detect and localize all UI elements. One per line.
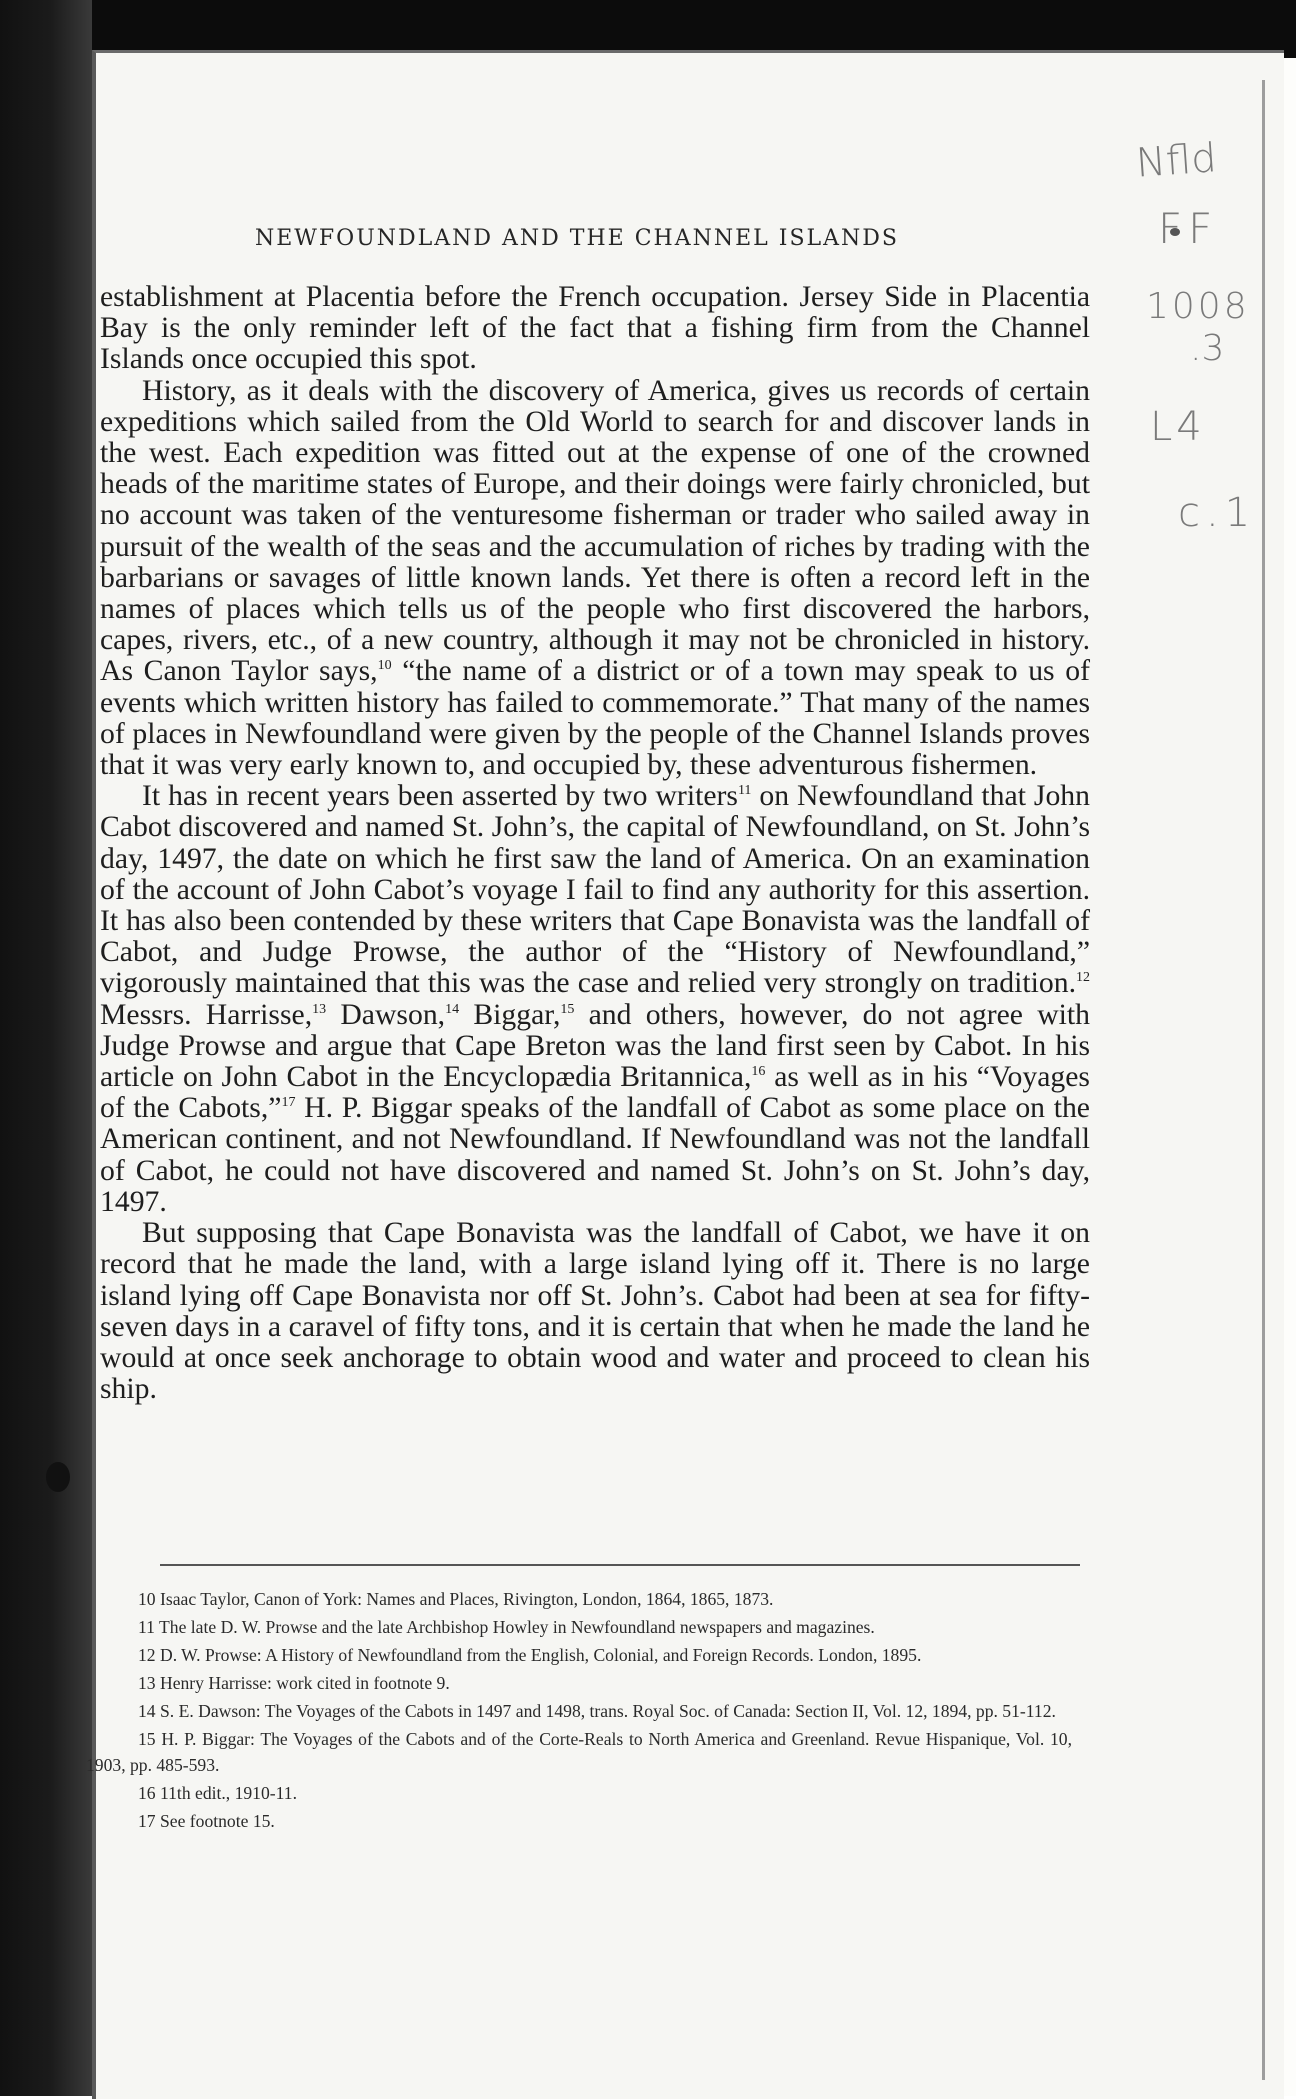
paragraph-text: It has in recent years been asserted by two writers	[142, 780, 738, 813]
footnote-ref: 12	[1076, 970, 1090, 986]
footnote-ref: 13	[312, 1001, 327, 1017]
footnote-divider	[160, 1564, 1080, 1566]
paragraph-cabot	[100, 781, 1090, 1218]
paragraph-text: Dawson,	[326, 998, 446, 1031]
footnote-ref: 11	[737, 783, 752, 799]
paragraph-text: History, as it deals with the discovery of America, gives us records of certain expeditions which sailed from the Old World to search for and discover lands in the west. Each expedition was fitted out at the expense of one of the crowned heads of the maritime states of Europe, and their doings were fairly chronicled, but no account was taken of the venturesome fisherman or trader who sailed away in pursuit of the wealth of the seas and the accumulation of riches by trading with the barbarians or savages of little known lands. Yet there is often a record left in the names of places which tells us of the people who first discovered the harbors, capes, rivers, etc., of a new country, although it may not be chronicled in history. As Canon Taylor says,	[100, 374, 1090, 688]
paragraph-text: But supposing that Cape Bonavista was the landfall of Cabot, we have it on record that he made the land, with a large island lying off it. There is no large island lying off Cape Bonavista nor off St. John’s. Cabot had been at sea for fifty-seven days in a caravel of fifty tons, and it is certain that when he made the land he would at once seek anchorage to obtain wood and water and proceed to clean his ship.	[100, 1217, 1090, 1406]
handwritten-note: Nfld	[1134, 135, 1219, 187]
footnote-ref: 15	[560, 1001, 575, 1017]
footnote: 10 Isaac Taylor, Canon of York: Names and Places, Rivington, London, 1864, 1865, 1873.	[138, 1589, 774, 1609]
paragraph-text: H. P. Biggar speaks of the landfall of Cabot as some place on the American continent, and not Newfoundland. If Newfoundland was not the landfall of Cabot, he could not have discovered and named St. John’s on St. John’s day, 1497.	[100, 1092, 1090, 1218]
paragraph-history	[100, 376, 1090, 782]
footnote: 17 See footnote 15.	[138, 1811, 275, 1831]
footnote-ref: 14	[445, 1001, 460, 1017]
paragraph-text: establishment at Placentia before the French occupation. Jersey Side in Placentia Bay is the only reminder left of the fact that a fishing firm from the Channel Islands once occupied this spot.	[100, 281, 1090, 376]
paragraph-continued	[100, 282, 1090, 376]
footnote-ref: 10	[377, 658, 392, 674]
handwritten-note: .3	[1190, 328, 1225, 369]
footnote-ref: 16	[751, 1064, 766, 1080]
footnotes	[86, 1586, 1072, 1836]
body-text	[100, 282, 1090, 1405]
footnote: 15 H. P. Biggar: The Voyages of the Cabots and of the Corte-Reals to North America and Greenland. Revue Hispanique, Vol. 10, 1903, pp. 485-593.	[86, 1729, 1072, 1775]
handwritten-note: L4	[1150, 404, 1206, 450]
paragraph-text: on Newfoundland that John Cabot discovered and named St. John’s, the capital of Newfoundland, on St. John’s day, 1497, the date on which he first saw the land of America. On an examination of the account of John Cabot’s voyage I fail to find any authority for this assertion. It has also been contended by these writers that Cape Bonavista was the landfall of Cabot, and Judge Prowse, the author of the “History of Newfoundland,” vigorously maintained that this was the case and relied very strongly on tradition.	[100, 780, 1090, 1000]
footnote: 12 D. W. Prowse: A History of Newfoundland from the English, Colonial, and Foreign Records. London, 1895.	[138, 1645, 922, 1665]
handwritten-note: 1008	[1146, 286, 1250, 327]
handwritten-note: c.1	[1178, 490, 1257, 536]
page-right-edge	[1262, 80, 1265, 2080]
running-head: NEWFOUNDLAND AND THE CHANNEL ISLANDS	[255, 226, 899, 251]
footnote-ref: 17	[281, 1095, 296, 1111]
scan-left-border	[0, 0, 92, 2096]
paragraph-text: Biggar,	[459, 998, 561, 1031]
paragraph-text: and others, however, do not agree with Judge Prowse and argue that Cape Breton was the land first seen by Cabot. In his article on John Cabot in the Encyclopædia Britannica,	[100, 998, 1090, 1094]
footnote: 13 Henry Harrisse: work cited in footnote 9.	[138, 1673, 450, 1693]
paragraph-text: “the name of a district or of a town may speak to us of events which written history has failed to commemorate.” That many of the names of places in Newfoundland were given by the people of the Channel Islands proves that it was very early known to, and occupied by, these adventurous fishermen.	[100, 655, 1091, 782]
handwritten-note: FF	[1158, 204, 1219, 253]
footnote: 14 S. E. Dawson: The Voyages of the Cabots in 1497 and 1498, trans. Royal Soc. of Canada: Section II, Vol. 12, 1894, pp. 51-112.	[138, 1701, 1056, 1721]
footnote: 11 The late D. W. Prowse and the late Archbishop Howley in Newfoundland newspapers and magazines.	[138, 1617, 875, 1637]
footnote: 16 11th edit., 1910-11.	[138, 1783, 297, 1803]
paragraph-text: Messrs. Harrisse,	[100, 998, 313, 1031]
ink-spot	[46, 1462, 70, 1492]
paragraph-text: as well as in his “Voyages of the Cabots,”	[100, 1061, 1090, 1125]
paragraph-bonavista	[100, 1218, 1090, 1405]
